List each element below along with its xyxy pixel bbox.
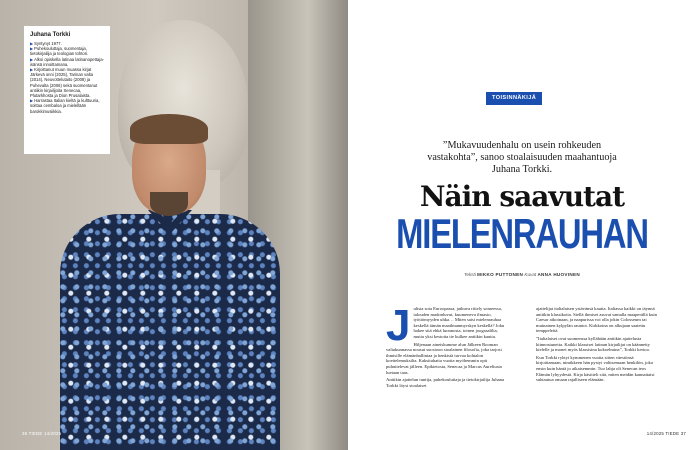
bio-name: Juhana Torkki: [30, 32, 71, 38]
bullet-icon: ▶: [30, 46, 34, 52]
bio-item: ▶Syntynyt 1977.: [30, 41, 62, 46]
folio-left: 38 TIEDE 14/2025: [22, 431, 62, 436]
bullet-icon: ▶: [30, 98, 34, 104]
body-paragraph: Antiikin ajattelun tuntija, puhekouluttaja ja tietokirjailija Juhana Torkki löysi stoalaiset: [386, 377, 505, 388]
folio-right: 14/2025 TIEDE 37: [646, 431, 686, 436]
person-hair: [130, 114, 208, 144]
right-page-article: [348, 0, 696, 450]
person-beard: [150, 192, 188, 216]
body-paragraph: ulista sota Euroopassa, jatkuva riitely someessa, talouden madonluvut, kuumeneva ilmasto, työttömyyden uhka… Miten saisi mielenrauhaa keskellä tämän maailmanmyrskyn keskellä? Joku hakee sitä ehkä luonnosta, toinen joogasalilta, mutta yksi kestotta tie kulkee antiikin kautta.: [413, 306, 505, 339]
text-credit-name: MIKKO PUTTONEN: [477, 272, 524, 277]
body-paragraph: Kun Torkki ryhtyi kymmenen vuotta sitten väestönsä kirjoittamaan, nimikkeen hän pystyi valitsemaan henkilön, joka ensin kuin häntä jo aikaisemmin. Tuo lahja oli Senecan teos Elämän lyhyydestä. Kirja käsitteli sitä, miten meidän kannattaisi suhtautua omaan rajalliseen elämään.: [536, 354, 655, 383]
body-column-2: [536, 306, 658, 385]
drop-cap: J: [386, 301, 411, 350]
body-paragraph: ”Italialaiset ovat suomenssa kyllähään antiikin ajattelusta kiinnostuneita. Kaikki klassiset latinan kirjailijat on käännetty kielelle ja monet myös klassisina kokoelmina”, Torkki kertoo.: [536, 335, 651, 353]
bullet-icon: ▶: [30, 41, 34, 46]
body-column-1: [386, 301, 508, 390]
text-credit-label: Teksti: [464, 272, 476, 277]
byline: [348, 272, 696, 277]
body-paragraph: Hiljenaan aineiskumme alun Jälkeen Rooman valtakunnassa nousut suosioon stoalainen filosofia, joka tarjosi ihmisille elämänhallintaa ja henkistä turvaa kohtalon koettelemuksilta. Kaksituhatta vuotta myöhemmin opit puhuttelevat jälleen. Epiktetosta, Senecaa ja Marcus Aureliusta luetaan taas.: [386, 341, 502, 375]
article-deck: ”Mukavuudenhalu on usein rohkeuden vastakohta”, sanoo stoalaisuuden maahantuoja Juhana Torkki.: [427, 140, 617, 175]
bio-item: ▶Puhekouluttaja, suomentaja, tietokirjailija ja teologian tohtori.: [30, 46, 89, 57]
headline-line-2: MIELENRAUHAN: [396, 210, 648, 257]
bullet-icon: ▶: [30, 67, 34, 73]
photo-credit-label: Kuvat: [524, 272, 537, 277]
person-shirt: [60, 214, 280, 450]
bio-item: ▶Kirjoittanut muun muassa kirjat Järkevä onni (2025), Tarinan valta (2014), Neuvottelutaito (2008) ja Puhevalta (2006) sekä suomentanut antiikin kirjailijoita Senecaa, Plutarkhosta ja Dion Prusalaista.: [30, 67, 98, 99]
bio-item: ▶Harrastaa Italian kieltä ja kulttuuria, soittaa cembaloa ja mielellään barokkimusiikkia.: [30, 98, 100, 114]
bio-item: ▶Alkoi opiskella latinaa latinanopettaja-isänsä innoittamana.: [30, 56, 104, 67]
bio-box: [24, 26, 110, 154]
section-tag: TOISINNÄKIJÄ: [486, 92, 542, 105]
bullet-icon: ▶: [30, 56, 34, 62]
body-paragraph: ajattelijat italialaisen ystävänsä kautta. Italiassa kaikki on täynnä antiikin klassikoita. Siellä ihmiset asuvat samalla maaperällä kuin Caesar aikoinaan, ja naapurissa voi olla jokin Colosseum tai muinainen kylpylän rauniot. Kirkkoina on alkujaan saatettu temppeleitä.: [536, 306, 657, 334]
headline-line-1: Näin saavutat: [419, 180, 625, 213]
photo-credit-name: ANNA HUOVINEN: [537, 272, 580, 277]
